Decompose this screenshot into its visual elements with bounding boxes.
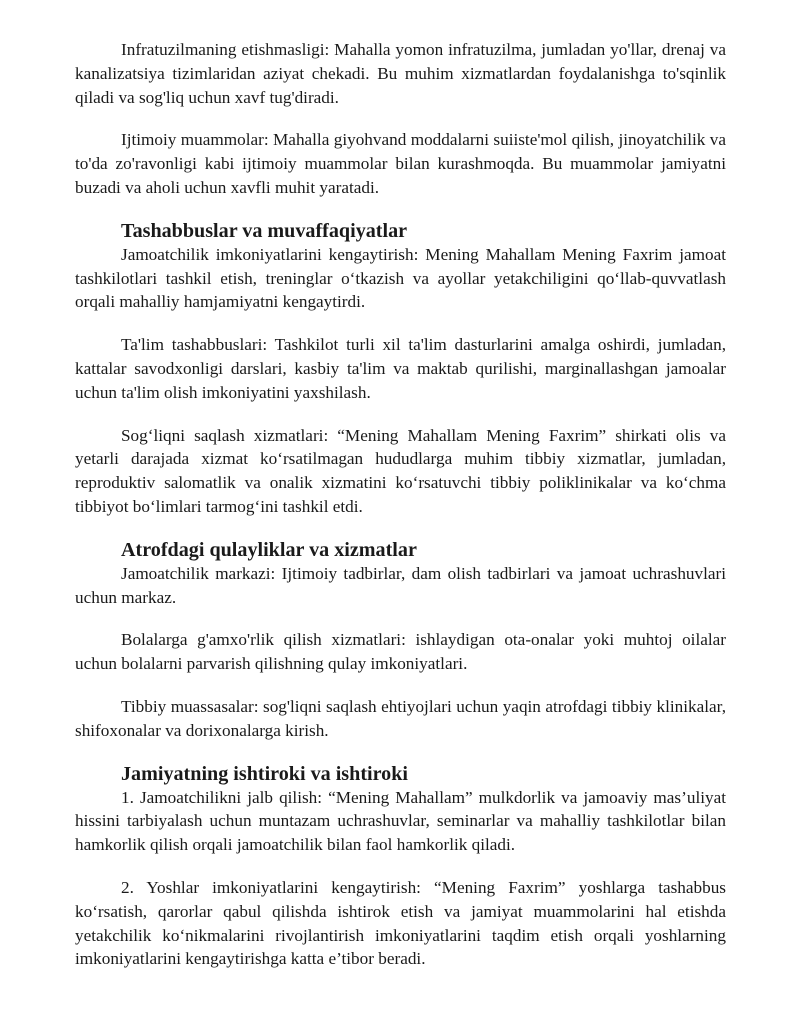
document-page <box>75 38 726 971</box>
para-community-center: Jamoatchilik markazi: Ijtimoiy tadbirlar, dam olish tadbirlari va jamoat uchrashuvlari uchun markaz. <box>75 563 726 607</box>
paragraph-gap <box>75 405 726 424</box>
para-social-problems: Ijtimoiy muammolar: Mahalla giyohvand moddalarni suiiste'mol qilish, jinoyatchilik va to'da zo'ravonligi kabi ijtimoiy muammolar bilan kurashmoqda. Bu muammolar jamiyatni buzadi va aholi uchun xavfli muhit yaratadi. <box>75 130 726 197</box>
para-youth-opportunities: 2. Yoshlar imkoniyatlarini kengaytirish: “Mening Faxrim” yoshlarga tashabbus ko‘rsatish, qarorlar qabul qilishda ishtirok etish va jamiyat muammolarini hal etishda yetakchilik ko‘nikmalarini rivojlantirish imkoniyatlarini taqdim etish orqali yoshlarning imkoniyatlarini kengaytirishga katta e’tibor beradi. <box>75 877 726 969</box>
paragraph-gap <box>75 200 726 219</box>
paragraph-gap <box>75 676 726 695</box>
para-education-initiatives: Ta'lim tashabbuslari: Tashkilot turli xil ta'lim dasturlarini amalga oshirdi, jumladan, kattalar savodxonligi darslari, kasbiy ta'lim va maktab qurilishi, marginallashgan jamoalar uchun ta'lim olish imkoniyatini yaxshilash. <box>75 335 726 402</box>
paragraph-gap <box>75 857 726 876</box>
para-health-services: Sog‘liqni saqlash xizmatlari: “Mening Mahallam Mening Faxrim” shirkati olis va yetarli darajada xizmat ko‘rsatilmagan hududlarga muhim tibbiy xizmatlar, jumladan, reproduktiv salomatlik va onalik xizmatini ko‘rsatuvchi tibbiy poliklinikalar va ko‘chma tibbiyot bo‘limlari tarmog‘ini tashkil etdi. <box>75 425 726 516</box>
paragraph-gap <box>75 519 726 538</box>
para-community-capacity: Jamoatchilik imkoniyatlarini kengaytirish: Mening Mahallam Mening Faxrim jamoat tashkilotlari tashkil etish, treninglar o‘tkazish va ayollar yetakchiligini qo‘llab-quvvatlash orqali mahalliy hamjamiyatni kengaytirdi. <box>75 244 726 312</box>
paragraph-gap <box>75 109 726 128</box>
paragraph-gap <box>75 609 726 628</box>
paragraph-gap <box>75 314 726 333</box>
heading-initiatives: Tashabbuslar va muvaffaqiyatlar <box>121 219 408 242</box>
para-infrastructure: Infratuzilmaning etishmasligi: Mahalla yomon infratuzilma, jumladan yo'llar, drenaj va kanalizatsiya tizimlaridan aziyat chekadi. Bu muhim xizmatlardan foydalanishga to'sqinlik qiladi va sog'liq uchun xavf tug'diradi. <box>75 40 726 107</box>
para-public-engagement: 1. Jamoatchilikni jalb qilish: “Mening Mahallam” mulkdorlik va jamoaviy mas’uliyat hissini tarbiyalash uchun muntazam uchrashuvlar, seminarlar va mahalliy tashkilotlar bilan hamkorlik qilish orqali jamoatchilik bilan faol hamkorlik qiladi. <box>75 787 726 855</box>
para-childcare: Bolalarga g'amxo'rlik qilish xizmatlari: ishlaydigan ota-onalar yoki muhtoj oilalar uchun bolalarni parvarish qilishning qulay imkoniyatlari. <box>75 630 726 674</box>
heading-amenities: Atrofdagi qulayliklar va xizmatlar <box>121 538 417 561</box>
heading-participation: Jamiyatning ishtiroki va ishtiroki <box>121 762 408 785</box>
para-medical-facilities: Tibbiy muassasalar: sog'liqni saqlash ehtiyojlari uchun yaqin atrofdagi tibbiy klinikalar, shifoxonalar va dorixonalarga kirish. <box>75 696 726 740</box>
paragraph-gap <box>75 743 726 762</box>
